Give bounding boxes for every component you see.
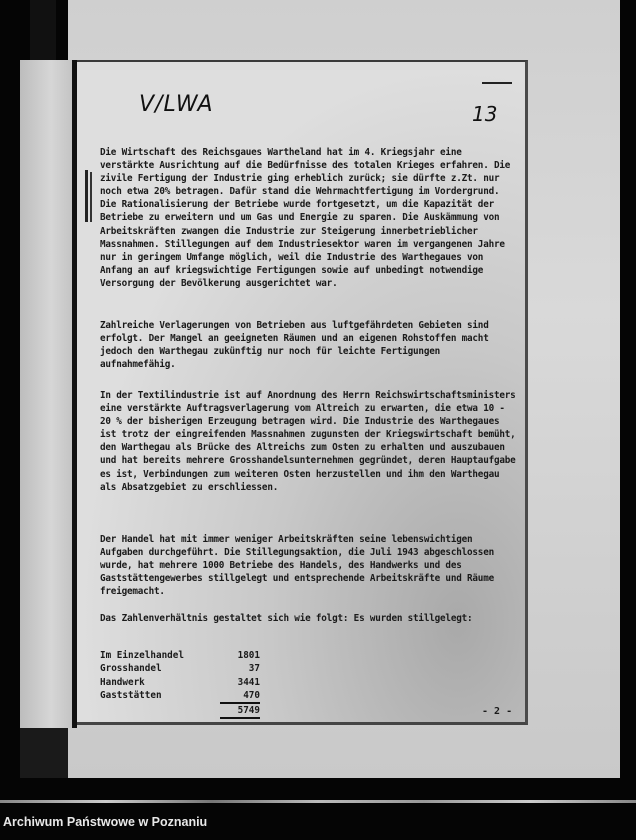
table-row: Grosshandel 37 — [100, 663, 260, 675]
margin-marking — [85, 170, 88, 222]
page-marker: - 2 - — [482, 706, 513, 717]
scan-edge-line — [0, 800, 636, 803]
paragraph-textile-industry: In der Textilindustrie ist auf Anordnung des Herrn Reichswirtschaftsministers eine verstärkte Auftragsverlagerung vom Altreich zu erwarten, die etwa 10 - 20 % der bisherigen Erzeugung betragen wird. Die Industrie des Warthegaues ist trotz der eingreifenden Massnahmen zugunsten der Kriegswirtschaft bemüht, den Warthegau als Brücke des Altreichs zum Osten zu erhalten und auszubauen und hat bereits mehrere Grosshandelsunternehmen gegründet, deren Hauptaufgabe es ist, Verbindungen zum weiteren Osten herzustellen und ihm den Warthegau als Absatzgebiet zu erschliessen. — [100, 390, 516, 493]
binding-spine — [30, 0, 56, 60]
handwritten-page-number: 13 — [472, 102, 498, 126]
margin-marking — [90, 172, 92, 222]
handwritten-reference: V/LWA — [139, 92, 214, 117]
paragraph-trade: Der Handel hat mit immer weniger Arbeitskräften seine lebenswichtigen Aufgaben durchgeführt. Die Stillegungsaktion, die Juli 1943 abgeschlossen wurde, hat mehrere 1000 Betriebe des Handels, des Handwerks und des Gaststättengewerbes stillgelegt und entsprechende Arbeitskräfte und Räume freigemacht. — [100, 534, 494, 598]
typed-document-sheet — [77, 60, 528, 725]
archive-watermark: Archiwum Państwowe w Poznaniu — [3, 815, 208, 829]
pencil-dash-mark — [482, 82, 512, 84]
paragraph-economy: Die Wirtschaft des Reichsgaues Wartheland hat im 4. Kriegsjahr eine verstärkte Ausrichtung auf die Bedürfnisse des totalen Krieges erfahren. Die zivile Fertigung der Industrie ging erheblich zurück; sie dürfte z.Zt. nur noch etwa 20% betragen. Dafür stand die Wehrmachtfertigung im Vordergrund. Die Rationalisierung der Betriebe wurde fortgesetzt, um die Kapazität der Betriebe zu erweitern und um Gas und Energie zu sparen. Die Auskämmung von Arbeitskräften zwangen die Industrie zur Steigerung innerbetrieblicher Massnahmen. Stillegungen auf dem Industriesektor waren im vergangenen Jahre nur in geringem Umfange möglich, weil die Industrie des Warthegaues von Anfang an auf kriegswichtige Fertigungen sowie auf unbedingt notwendige Versorgung der Bevölkerung ausgerichtet war. — [100, 147, 511, 289]
table-row: Im Einzelhandel 1801 — [100, 650, 260, 661]
paragraph-relocations: Zahlreiche Verlagerungen von Betrieben aus luftgefährdeten Gebieten sind erfolgt. Der Mangel an geeigneten Räumen und an eigenen Rohstoffen macht jedoch den Warthegau zukünftig nur noch für leichte Fertigungen aufnahmefähig. — [100, 320, 489, 371]
closures-total: 5749 — [220, 703, 260, 718]
table-row: Handwerk 3441 — [100, 676, 260, 688]
left-page-strip — [20, 60, 77, 728]
table-total-row — [100, 703, 260, 718]
table-row: Gaststätten 470 — [100, 689, 260, 702]
closures-table — [100, 649, 260, 719]
left-shadow — [20, 728, 68, 778]
paragraph-figures-intro: Das Zahlenverhältnis gestaltet sich wie folgt: Es wurden stillgelegt: — [100, 613, 473, 624]
